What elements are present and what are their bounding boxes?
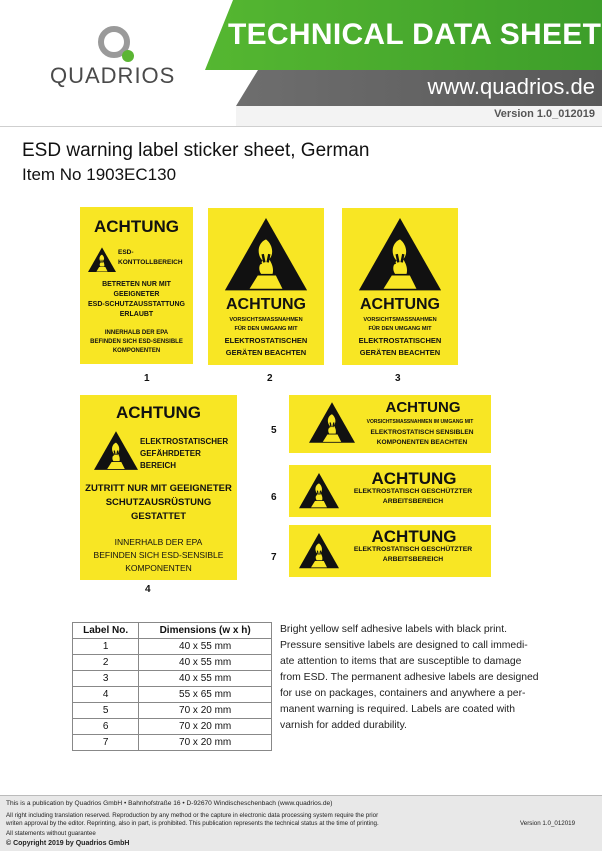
label-7-number: 7	[271, 552, 277, 563]
label-3-line4: GERÄTEN BEACHTEN	[359, 348, 441, 357]
label-4-note-line3: KOMPONENTEN	[125, 563, 192, 573]
esd-warning-icon	[94, 431, 138, 471]
item-number: Item No 1903EC130	[22, 165, 177, 184]
table-header-row	[73, 623, 272, 639]
description-line: for use on packages, containers and anywhere a per-	[280, 688, 526, 699]
label-3-number: 3	[395, 373, 401, 384]
description-line: Pressure sensitive labels are designed to call immedi-	[280, 640, 528, 651]
label-4-note-line2: BEFINDEN SICH ESD-SENSIBLE	[93, 550, 224, 560]
label-1-note-line1: INNERHALB DER EPA	[104, 330, 169, 336]
label-3-heading: ACHTUNG	[360, 296, 440, 313]
description-line: manent warning is required. Labels are coated with	[280, 704, 516, 715]
label-4-number: 4	[145, 584, 151, 595]
esd-warning-icon	[358, 218, 442, 292]
label-3-line1: VORSICHTSMASSNAHMEN	[363, 317, 437, 323]
label-4-area-line1: ELEKTROSTATISCHER	[140, 437, 229, 446]
dimensions-cell: 55 x 65 mm	[139, 687, 272, 703]
website-link[interactable]: www.quadrios.de	[427, 74, 595, 99]
dimensions-cell: 40 x 55 mm	[139, 671, 272, 687]
label-3-line3: ELEKTROSTATISCHEN	[358, 336, 442, 345]
label-1-body-line2: GEEIGNETER	[113, 291, 160, 298]
label-2-line4: GERÄTEN BEACHTEN	[225, 348, 307, 357]
label-1-body-line4: ERLAUBT	[119, 311, 154, 318]
table-row	[73, 687, 272, 703]
label-2-heading: ACHTUNG	[226, 296, 306, 313]
label-6-number: 6	[271, 492, 277, 503]
header-divider	[0, 126, 602, 127]
description-line: from ESD. The permanent adhesive labels are designed	[280, 672, 539, 683]
table-row	[73, 639, 272, 655]
column-header-label-no: Label No.	[73, 623, 139, 639]
esd-warning-icon	[299, 471, 339, 511]
label-6-heading: ACHTUNG	[371, 469, 457, 488]
label-1-body-line1: BETRETEN NUR MIT	[102, 281, 171, 288]
label-7-line2: ARBEITSBEREICH	[382, 556, 444, 563]
label-5-line1: VORSICHTSMASSNAHMEN IM UMGANG MIT	[366, 419, 474, 425]
label-4-area-line3: BEREICH	[140, 461, 177, 470]
description-line: varnish for added durability.	[280, 720, 407, 731]
label-4-body-line3: GESTATTET	[130, 511, 187, 522]
label-1-note-line3: KOMPONENTEN	[112, 348, 161, 354]
label-5-line3: KOMPONENTEN BEACHTEN	[376, 439, 468, 446]
table-row	[73, 655, 272, 671]
label-4-heading: ACHTUNG	[116, 403, 201, 422]
label-1-esd-line1: ESD-	[118, 249, 134, 256]
label-2-number: 2	[267, 373, 273, 384]
table-row	[73, 735, 272, 751]
label-no-cell: 5	[73, 703, 139, 719]
label-6-line2: ARBEITSBEREICH	[382, 498, 444, 505]
footer-rights-line1: All right including translation reserved. Reproduction by any method or the capture in electronic data processing system require the prior	[6, 812, 379, 819]
label-2-line3: ELEKTROSTATISCHEN	[224, 336, 308, 345]
label-7-heading: ACHTUNG	[371, 527, 457, 546]
label-1-heading: ACHTUNG	[94, 217, 179, 236]
label-5-number: 5	[271, 425, 277, 436]
label-1-note-line2: BEFINDEN SICH ESD-SENSIBLE	[90, 339, 183, 345]
dimensions-cell: 70 x 20 mm	[139, 735, 272, 751]
dimensions-cell: 70 x 20 mm	[139, 719, 272, 735]
footer-version: Version 1.0_012019	[520, 820, 576, 827]
version-label: Version 1.0_012019	[494, 108, 595, 120]
label-4-area-line2: GEFÄHRDETER	[140, 449, 201, 458]
label-7	[289, 525, 491, 577]
label-1	[80, 207, 193, 364]
label-3	[342, 208, 458, 365]
label-no-cell: 7	[73, 735, 139, 751]
quadrios-logo-icon	[94, 22, 138, 66]
footer-guarantee: All statements without guarantee	[6, 830, 96, 837]
column-header-dimensions: Dimensions (w x h)	[139, 623, 272, 639]
label-no-cell: 6	[73, 719, 139, 735]
table-row	[73, 719, 272, 735]
label-3-line2: FÜR DEN UMGANG MIT	[368, 326, 432, 332]
description-line: ate attention to items that are susceptible to damage	[280, 656, 522, 667]
label-4-note-line1: INNERHALB DER EPA	[114, 537, 203, 547]
description-line: Bright yellow self adhesive labels with black print.	[280, 624, 507, 635]
label-2-line1: VORSICHTSMASSNAHMEN	[229, 317, 303, 323]
label-7-line1: ELEKTROSTATISCH GESCHÜTZTER	[353, 546, 473, 553]
footer	[0, 795, 602, 851]
esd-warning-icon	[299, 531, 339, 571]
footer-publication: This is a publication by Quadrios GmbH • Bahnhofstraße 16 • D-92670 Windischeschenbach (www.quadrios.de)	[6, 800, 333, 807]
dimensions-cell: 70 x 20 mm	[139, 703, 272, 719]
label-5-line2: ELEKTROSTATISCH SENSIBLEN	[370, 429, 474, 436]
label-2-line2: FÜR DEN UMGANG MIT	[234, 326, 298, 332]
dimensions-table	[72, 622, 272, 751]
page-title: TECHNICAL DATA SHEET	[228, 18, 602, 51]
label-6	[289, 465, 491, 517]
label-6-line1: ELEKTROSTATISCH GESCHÜTZTER	[353, 488, 473, 495]
label-4-body-line2: SCHUTZAUSRÜSTUNG	[105, 497, 212, 508]
footer-rights-line2: writen approval by the editor. Reprinting, also in part, is prohibited. This publication represents the technical status at the time of printing.	[6, 820, 379, 827]
table-row	[73, 671, 272, 687]
label-5	[289, 395, 491, 453]
footer-copyright: © Copyright 2019 by Quadrios GmbH	[6, 840, 130, 847]
label-no-cell: 2	[73, 655, 139, 671]
label-1-esd-line2: KONTTOLLBEREICH	[118, 259, 183, 266]
logo-name: QUADRIOS	[50, 63, 176, 88]
label-2	[208, 208, 324, 365]
dimensions-cell: 40 x 55 mm	[139, 655, 272, 671]
dimensions-cell: 40 x 55 mm	[139, 639, 272, 655]
label-1-body-line3: ESD-SCHUTZAUSSTATTUNG	[88, 301, 185, 308]
label-no-cell: 4	[73, 687, 139, 703]
label-4-body-line1: ZUTRITT NUR MIT GEEIGNETER	[85, 483, 232, 494]
label-5-heading: ACHTUNG	[385, 399, 461, 416]
esd-warning-icon	[88, 247, 116, 273]
esd-warning-icon	[224, 218, 308, 292]
esd-warning-icon	[309, 401, 355, 445]
label-no-cell: 3	[73, 671, 139, 687]
label-1-number: 1	[144, 373, 150, 384]
label-no-cell: 1	[73, 639, 139, 655]
document-title: ESD warning label sticker sheet, German	[22, 140, 370, 161]
product-description	[280, 622, 542, 734]
label-4	[80, 395, 237, 580]
table-row	[73, 703, 272, 719]
